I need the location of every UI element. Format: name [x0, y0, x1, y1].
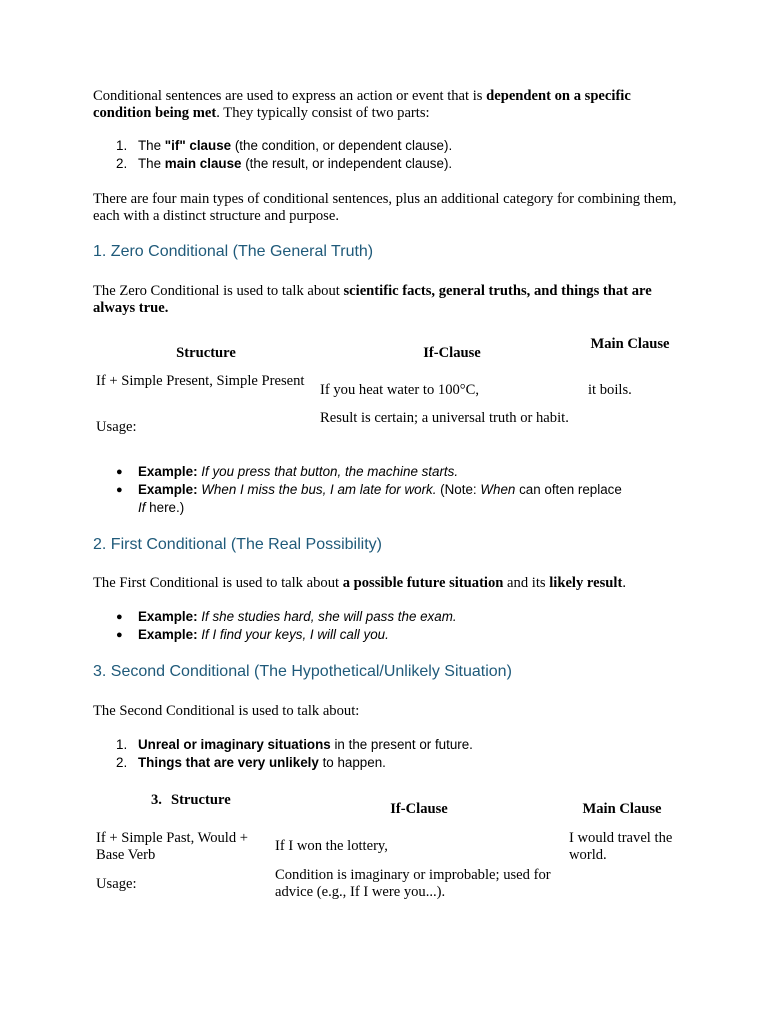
table-cell: Result is certain; a universal truth or habit.: [320, 410, 569, 426]
table-header-main-clause: Main Clause: [582, 801, 662, 817]
list-number: 2.: [116, 755, 128, 770]
table-header-structure: Structure: [176, 345, 236, 361]
list-bold: "if" clause: [164, 138, 232, 153]
list-item: [116, 463, 676, 481]
example-note: here.): [145, 500, 185, 515]
example-note: (Note:: [436, 482, 481, 497]
example-label: Example:: [138, 482, 198, 497]
list-item: [116, 608, 457, 626]
table-cell: it boils.: [588, 382, 632, 398]
list-number: 2.: [116, 156, 128, 171]
types-paragraph: There are four main types of conditional sentences, plus an additional category for combining them, each with a distinct structure and purpose.: [93, 191, 677, 224]
example-note-italic: When: [480, 482, 516, 497]
example-label: Example:: [138, 464, 198, 479]
zero-desc-text: The Zero Conditional is used to talk about: [93, 283, 344, 299]
intro-bold-text: dependent on a specific condition being met: [93, 88, 631, 121]
table-cell: I would travel the world.: [569, 830, 673, 863]
example-text: If she studies hard, she will pass the exam.: [201, 609, 457, 624]
table-header-number: 3.: [151, 792, 162, 808]
list-text: The: [138, 156, 165, 171]
table-cell: Condition is imaginary or improbable; used for advice (e.g., If I were you...).: [275, 867, 551, 900]
list-item: [116, 754, 386, 772]
example-label: Example:: [138, 627, 198, 642]
intro-paragraph: [93, 88, 683, 122]
section-heading-first: 2. First Conditional (The Real Possibility): [93, 536, 382, 553]
table-cell: If + Simple Past, Would + Base Verb: [96, 830, 249, 863]
intro-text-end: . They typically consist of two parts:: [216, 105, 430, 121]
table-header-text: Structure: [170, 792, 231, 808]
first-description: [93, 575, 693, 592]
table-cell: Usage:: [96, 419, 137, 435]
example-text: When I miss the bus, I am late for work.: [201, 482, 437, 497]
list-item: [116, 155, 452, 173]
bullet-icon: ●: [116, 484, 123, 496]
first-desc-bold: likely result: [549, 575, 623, 591]
table-header-structure: [151, 792, 231, 809]
list-text: (the condition, or dependent clause).: [231, 138, 453, 153]
table-cell: If + Simple Present, Simple Present: [96, 373, 305, 389]
list-item: [116, 481, 681, 517]
list-number: 1.: [116, 737, 128, 752]
example-label: Example:: [138, 609, 198, 624]
table-cell: If you heat water to 100°C,: [320, 382, 480, 398]
table-header-if-clause: If-Clause: [423, 345, 481, 361]
example-note-italic: If: [138, 500, 146, 515]
table-header-if-clause: If-Clause: [390, 801, 448, 817]
list-text: The: [138, 138, 165, 153]
zero-desc-bold: scientific facts, general truths, and things that are always true.: [93, 283, 652, 316]
list-item: [116, 137, 452, 155]
first-desc-bold: a possible future situation: [342, 575, 504, 591]
first-desc-text: .: [622, 575, 626, 591]
section-heading-zero: 1. Zero Conditional (The General Truth): [93, 243, 374, 260]
list-text: (the result, or independent clause).: [241, 156, 453, 171]
bullet-icon: ●: [116, 466, 123, 478]
list-bold: main clause: [164, 156, 242, 171]
list-item: [116, 736, 473, 754]
table-cell: Usage:: [96, 876, 137, 892]
list-bold: Things that are very unlikely: [138, 755, 319, 770]
intro-text: Conditional sentences are used to express an action or event that is: [93, 88, 487, 104]
table-header-main-clause: Main Clause: [590, 336, 670, 352]
example-text: If I find your keys, I will call you.: [201, 627, 389, 642]
first-desc-text: The First Conditional is used to talk about: [93, 575, 343, 591]
example-note: can often replace: [515, 482, 622, 497]
zero-description: [93, 283, 683, 317]
second-description: The Second Conditional is used to talk about:: [93, 703, 360, 719]
bullet-icon: ●: [116, 629, 123, 641]
section-heading-second: 3. Second Conditional (The Hypothetical/Unlikely Situation): [93, 663, 512, 680]
example-text: If you press that button, the machine starts.: [201, 464, 459, 479]
list-text: to happen.: [318, 755, 386, 770]
list-number: 1.: [116, 138, 128, 153]
list-item: [116, 626, 389, 644]
first-desc-text: and its: [503, 575, 550, 591]
table-cell: If I won the lottery,: [275, 838, 388, 854]
list-text: in the present or future.: [330, 737, 473, 752]
list-bold: Unreal or imaginary situations: [138, 737, 331, 752]
bullet-icon: ●: [116, 611, 123, 623]
